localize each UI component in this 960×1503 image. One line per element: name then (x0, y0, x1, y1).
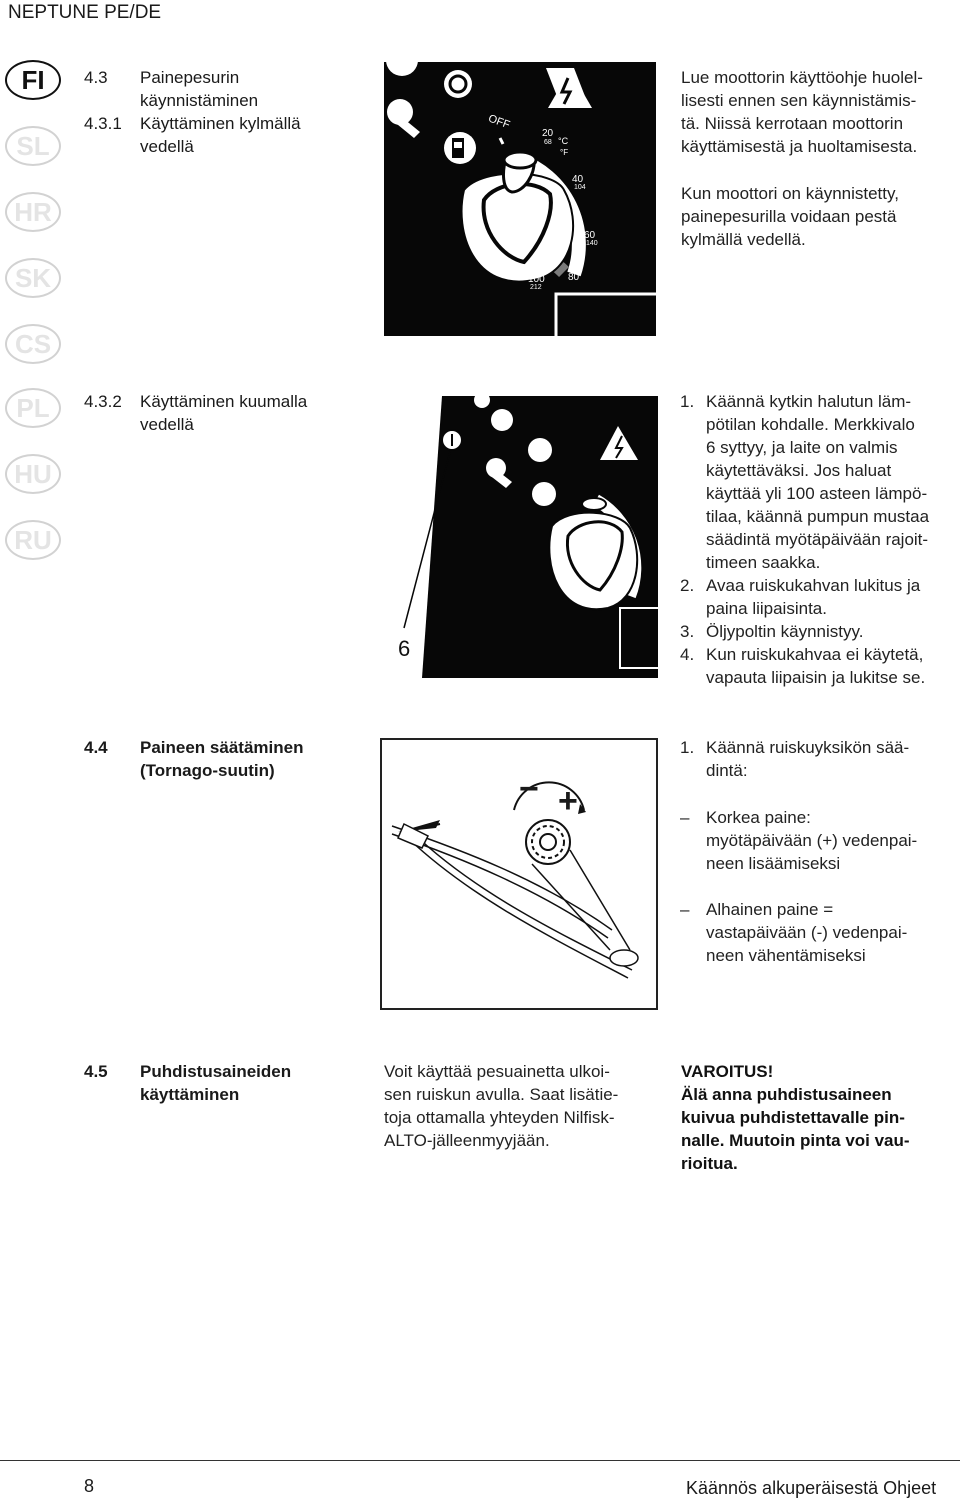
text-line: Kun moottori on käynnistetty, (681, 184, 899, 203)
text-line: säädintä myötäpäivään rajoit- (706, 530, 929, 549)
text-line: Älä anna puhdistusaineen (681, 1085, 892, 1104)
paragraph-cold-water (681, 182, 899, 251)
text-line: paina liipaisinta. (706, 599, 827, 618)
control-panel-image (384, 62, 656, 336)
language-badge-cs: CS (5, 324, 61, 364)
step-number: 3. (680, 622, 695, 641)
language-badge-sl: SL (5, 126, 61, 166)
text-line: timeen saakka. (706, 553, 821, 572)
dial-unit-c: °C (558, 136, 569, 146)
paragraph-manual (681, 66, 923, 158)
step-number: 1. (680, 738, 695, 757)
text-line: Käännä ruiskuyksikön sää- (706, 738, 910, 757)
bullet-body (706, 806, 956, 875)
hot-water-steps (680, 390, 960, 690)
dial-unit-f: °F (560, 148, 569, 157)
step-body (706, 390, 960, 574)
section-number: 4.3 (84, 68, 108, 87)
language-badge-hu: HU (5, 454, 61, 494)
page-number: 8 (84, 1476, 95, 1496)
dash-bullet: – (680, 808, 690, 827)
pressure-step (680, 736, 960, 796)
text-line: Kun ruiskukahvaa ei käytetä, (706, 645, 924, 664)
section-title: Puhdistusaineiden (140, 1062, 292, 1081)
text-line: käyttämisestä ja huoltamisesta. (681, 137, 918, 156)
section-number: 4.5 (84, 1062, 108, 1081)
section-title: käyttäminen (140, 1085, 240, 1104)
text-line: pötilan kohdalle. Merkkivalo (706, 415, 915, 434)
step-body (706, 620, 960, 643)
text-line: neen lisäämiseksi (706, 854, 841, 873)
step-number: 4. (680, 645, 695, 664)
dial-tick-80: 80 (568, 272, 580, 283)
text-line: ALTO-jälleenmyyjään. (384, 1131, 550, 1150)
language-badge-fi: FI (5, 60, 61, 100)
text-line: 6 syttyy, ja laite on valmis (706, 438, 898, 457)
text-line: myötäpäivään (+) vedenpai- (706, 831, 918, 850)
text-line: tilaa, käännä pumpun mustaa (706, 507, 930, 526)
text-line: käyttää yli 100 asteen lämpö- (706, 484, 928, 503)
warning-title: VAROITUS! (681, 1062, 774, 1081)
minus-icon: − (519, 770, 539, 808)
text-line: kuivua puhdistettavalle pin- (681, 1108, 905, 1127)
warning-block (681, 1060, 956, 1175)
dial-tick-140: 140 (586, 240, 598, 247)
text-line: sen ruiskun avulla. Saat lisätie- (384, 1085, 619, 1104)
detergent-paragraph (384, 1060, 674, 1152)
section-title: käynnistäminen (140, 91, 259, 110)
subsection-number: 4.3.1 (84, 114, 122, 133)
text-line: nalle. Muutoin pinta voi vau- (681, 1131, 910, 1150)
section-title: Painepesurin (140, 68, 240, 87)
text-line: dintä: (706, 761, 748, 780)
figure-callout-6: 6 (398, 636, 411, 661)
footer-divider (0, 1460, 960, 1461)
step-body (706, 574, 960, 620)
dial-tick-20: 20 (542, 128, 554, 139)
dial-tick-100: 100 (528, 274, 545, 285)
text-line: tä. Niissä kerrotaan moottorin (681, 114, 904, 133)
step-body (706, 736, 960, 782)
text-line: toja ottamalla yhteyden Nilfisk- (384, 1108, 615, 1127)
text-line: Alhainen paine = (706, 900, 834, 919)
dial-tick-104: 104 (574, 184, 586, 191)
text-line: Korkea paine: (706, 808, 811, 827)
subsection-title: Käyttäminen kylmällä (140, 114, 301, 133)
plus-icon: + (558, 782, 578, 820)
text-line: Käännä kytkin halutun läm- (706, 392, 912, 411)
text-line: kylmällä vedellä. (681, 230, 806, 249)
subsection-title: vedellä (140, 137, 194, 156)
language-badge-pl: PL (5, 388, 61, 428)
hot-water-figure (382, 396, 658, 678)
section-title: Paineen säätäminen (140, 738, 304, 757)
dial-off-label: OFF (486, 112, 512, 132)
language-badge-ru: RU (5, 520, 61, 560)
bullet-low-pressure (680, 898, 960, 968)
section-number: 4.4 (84, 738, 108, 757)
nozzle-figure (380, 738, 658, 1010)
document-header: NEPTUNE PE/DE (8, 2, 162, 23)
text-line: painepesurilla voidaan pestä (681, 207, 897, 226)
bullet-high-pressure (680, 806, 960, 876)
step-number: 2. (680, 576, 695, 595)
language-badge-hr: HR (5, 192, 61, 232)
language-badge-sk: SK (5, 258, 61, 298)
dash-bullet: – (680, 900, 690, 919)
dial-tick-40: 40 (572, 174, 584, 185)
subsection-title: Käyttäminen kuumalla (140, 392, 308, 411)
subsection-title: vedellä (140, 415, 194, 434)
text-line: lisesti ennen sen käynnistämis- (681, 91, 917, 110)
text-line: vastapäivään (-) vedenpai- (706, 923, 908, 942)
text-line: neen vähentämiseksi (706, 946, 866, 965)
text-line: Voit käyttää pesuainetta ulkoi- (384, 1062, 610, 1081)
step-number: 1. (680, 392, 695, 411)
text-line: Lue moottorin käyttöohje huolel- (681, 68, 923, 87)
step-body (706, 643, 960, 689)
dial-tick-60: 60 (584, 230, 596, 241)
bullet-body (706, 898, 956, 967)
dial-tick-68: 68 (544, 139, 552, 146)
text-line: Avaa ruiskukahvan lukitus ja (706, 576, 921, 595)
text-line: Öljypoltin käynnistyy. (706, 622, 864, 641)
dial-tick-212: 212 (530, 284, 542, 291)
section-title: (Tornago-suutin) (140, 761, 275, 780)
footer-note: Käännös alkuperäisestä Ohjeet (686, 1478, 937, 1498)
subsection-number: 4.3.2 (84, 392, 122, 411)
text-line: käytettäväksi. Jos haluat (706, 461, 892, 480)
text-line: rioitua. (681, 1154, 738, 1173)
text-line: vapauta liipaisin ja lukitse se. (706, 668, 926, 687)
